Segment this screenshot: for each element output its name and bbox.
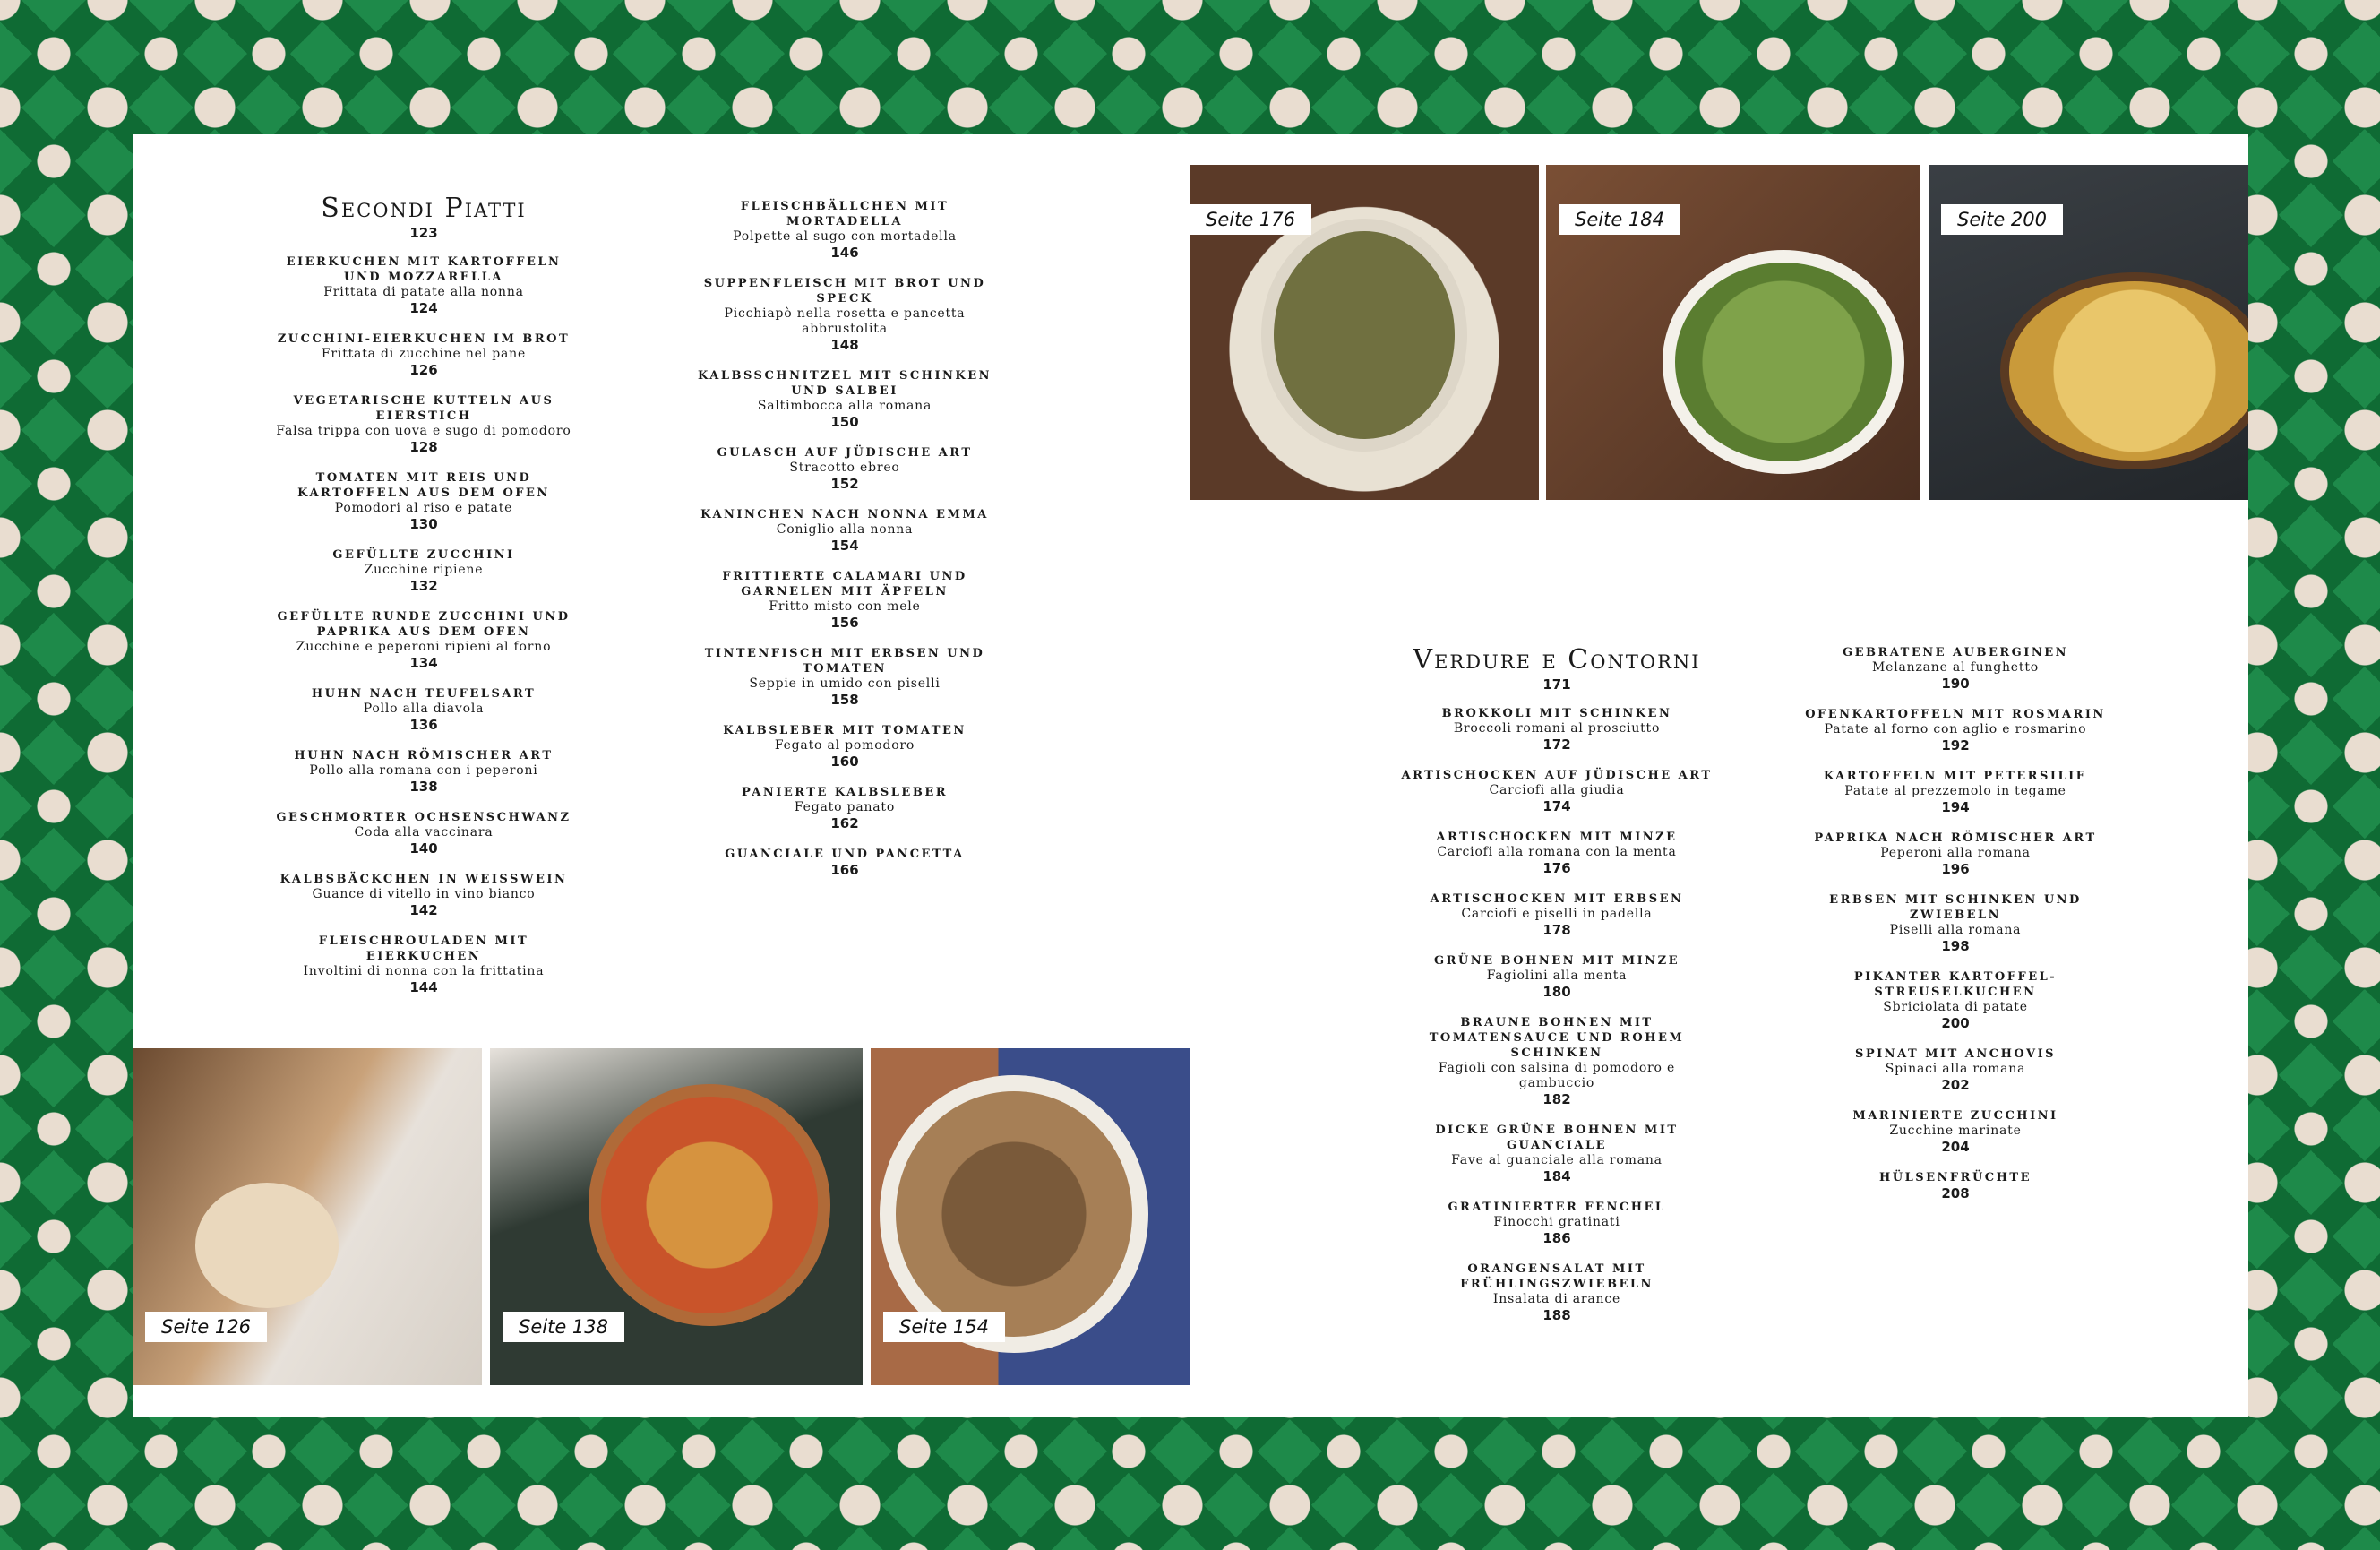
recipe-name-it: Fave al guanciale alla romana bbox=[1451, 1153, 1663, 1167]
recipe-name-de: PAPRIKA NACH RÖMISCHER ART bbox=[1814, 831, 2097, 845]
recipe-page-number: 160 bbox=[830, 753, 859, 770]
toc-entry bbox=[1400, 1123, 1714, 1185]
recipe-page-number: 176 bbox=[1542, 860, 1571, 876]
recipe-page-number: 166 bbox=[830, 862, 859, 878]
recipe-name-it: Guance di vitello in vino bianco bbox=[312, 887, 536, 901]
recipe-name-it: Fagiolini alla menta bbox=[1486, 969, 1628, 983]
recipe-name-de: GEFÜLLTE ZUCCHINI bbox=[332, 548, 515, 562]
recipe-name-de: KALBSLEBER MIT TOMATEN bbox=[723, 724, 967, 737]
recipe-name-it: Zucchine ripiene bbox=[364, 563, 484, 577]
recipe-name-it: Sbriciolata di patate bbox=[1883, 1000, 2028, 1014]
recipe-page-number: 158 bbox=[830, 692, 859, 708]
secondi-column-1 bbox=[267, 194, 580, 1011]
toc-entry bbox=[1799, 707, 2112, 754]
bread-roll bbox=[195, 1183, 339, 1308]
recipe-page-number: 142 bbox=[409, 902, 438, 918]
section-page-verdure: 171 bbox=[1542, 676, 1571, 693]
photo-label-138: Seite 138 bbox=[503, 1312, 624, 1342]
toc-entry bbox=[688, 368, 1001, 431]
recipe-name-de: DICKE GRÜNE BOHNEN MIT GUANCIALE bbox=[1435, 1124, 1679, 1152]
recipe-name-de: EIERKUCHEN MIT KARTOFFELN UND MOZZARELLA bbox=[286, 255, 562, 284]
recipe-page-number: 134 bbox=[409, 655, 438, 671]
secondi-column-2 bbox=[688, 199, 1001, 893]
verdure-column-1 bbox=[1400, 645, 1714, 1339]
photo-chicken-peppers bbox=[490, 1048, 863, 1385]
recipe-name-it: Fegato al pomodoro bbox=[774, 738, 915, 753]
recipe-name-de: TOMATEN MIT REIS UND KARTOFFELN AUS DEM OFEN bbox=[297, 471, 550, 500]
toc-entry bbox=[1799, 1108, 2112, 1156]
toc-entry bbox=[1799, 1046, 2112, 1094]
book-page-spread bbox=[133, 134, 2248, 1417]
toc-entry bbox=[1799, 892, 2112, 955]
recipe-name-it: Melanzane al funghetto bbox=[1872, 660, 2039, 675]
recipe-page-number: 126 bbox=[409, 362, 438, 378]
recipe-page-number: 148 bbox=[830, 337, 859, 353]
recipe-name-de: FLEISCHBÄLLCHEN MIT MORTADELLA bbox=[740, 200, 949, 228]
recipe-name-de: BRAUNE BOHNEN MIT TOMATENSAUCE UND ROHEM SCHINKEN bbox=[1429, 1016, 1685, 1060]
recipe-name-de: GRÜNE BOHNEN MIT MINZE bbox=[1433, 954, 1680, 968]
recipe-name-de: GEBRATENE AUBERGINEN bbox=[1842, 646, 2069, 659]
artichoke-bowl bbox=[1261, 219, 1467, 452]
toc-entry bbox=[1799, 1170, 2112, 1202]
recipe-name-it: Broccoli romani al prosciutto bbox=[1453, 721, 1661, 736]
recipe-page-number: 200 bbox=[1941, 1015, 1970, 1031]
recipe-page-number: 208 bbox=[1941, 1185, 1970, 1201]
photo-rabbit bbox=[871, 1048, 1190, 1385]
recipe-name-it: Patate al forno con aglio e rosmarino bbox=[1824, 722, 2087, 736]
recipe-name-de: BROKKOLI MIT SCHINKEN bbox=[1441, 707, 1672, 720]
recipe-name-de: TINTENFISCH MIT ERBSEN UND TOMATEN bbox=[704, 647, 985, 676]
toc-entry bbox=[1400, 1015, 1714, 1108]
recipe-page-number: 152 bbox=[830, 476, 859, 492]
recipe-page-number: 146 bbox=[830, 245, 859, 261]
toc-entry bbox=[1799, 645, 2112, 693]
recipe-page-number: 156 bbox=[830, 615, 859, 631]
recipe-name-de: KALBSSCHNITZEL MIT SCHINKEN UND SALBEI bbox=[697, 369, 992, 398]
recipe-name-it: Spinaci alla romana bbox=[1885, 1062, 2026, 1076]
recipe-name-it: Pollo alla romana con i peperoni bbox=[309, 763, 538, 778]
toc-entry bbox=[1799, 769, 2112, 816]
secondi-entry-list-2 bbox=[688, 199, 1001, 879]
toc-entry bbox=[267, 748, 580, 796]
recipe-name-it: Carciofi e piselli in padella bbox=[1461, 907, 1653, 921]
recipe-name-de: GULASCH AUF JÜDISCHE ART bbox=[717, 446, 973, 460]
recipe-name-de: ARTISCHOCKEN MIT MINZE bbox=[1436, 831, 1678, 844]
recipe-page-number: 132 bbox=[409, 578, 438, 594]
toc-entry bbox=[688, 847, 1001, 879]
recipe-name-de: MARINIERTE ZUCCHINI bbox=[1852, 1109, 2058, 1123]
recipe-name-it: Insalata di arance bbox=[1492, 1292, 1621, 1306]
recipe-name-de: ARTISCHOCKEN AUF JÜDISCHE ART bbox=[1401, 769, 1713, 782]
recipe-name-it: Coda alla vaccinara bbox=[354, 825, 494, 840]
recipe-name-de: PIKANTER KARTOFFEL-STREUSELKUCHEN bbox=[1853, 970, 2058, 999]
toc-entry bbox=[267, 254, 580, 317]
toc-entry bbox=[1400, 768, 1714, 815]
toc-entry bbox=[267, 470, 580, 533]
recipe-name-it: Polpette al sugo con mortadella bbox=[733, 229, 957, 244]
recipe-name-it: Pomodori al riso e patate bbox=[334, 501, 513, 515]
recipe-name-de: HUHN NACH TEUFELSART bbox=[311, 687, 537, 701]
verdure-column-2 bbox=[1799, 645, 2112, 1217]
recipe-name-it: Peperoni alla romana bbox=[1880, 846, 2031, 860]
recipe-name-de: KALBSBÄCKCHEN IN WEISSWEIN bbox=[279, 873, 568, 886]
toc-entry bbox=[688, 569, 1001, 632]
recipe-name-de: FRITTIERTE CALAMARI UND GARNELEN MIT ÄPFELN bbox=[722, 570, 967, 598]
recipe-page-number: 150 bbox=[830, 414, 859, 430]
recipe-name-de: GESCHMORTER OCHSENSCHWANZ bbox=[276, 811, 571, 824]
recipe-name-de: VEGETARISCHE KUTTELN AUS EIERSTICH bbox=[293, 394, 554, 423]
recipe-name-de: ORANGENSALAT MIT FRÜHLINGSZWIEBELN bbox=[1460, 1262, 1654, 1291]
recipe-page-number: 188 bbox=[1542, 1307, 1571, 1323]
recipe-page-number: 196 bbox=[1941, 861, 1970, 877]
recipe-name-de: HÜLSENFRÜCHTE bbox=[1878, 1171, 2032, 1184]
recipe-name-it: Carciofi alla giudia bbox=[1489, 783, 1625, 797]
recipe-page-number: 180 bbox=[1542, 984, 1571, 1000]
recipe-name-de: KANINCHEN NACH NONNA EMMA bbox=[700, 508, 989, 521]
recipe-name-de: GEFÜLLTE RUNDE ZUCCHINI UND PAPRIKA AUS DEM OFEN bbox=[277, 610, 571, 639]
recipe-page-number: 130 bbox=[409, 516, 438, 532]
recipe-name-it: Zucchine marinate bbox=[1889, 1124, 2022, 1138]
recipe-page-number: 174 bbox=[1542, 798, 1571, 814]
recipe-name-de: FLEISCHROULADEN MIT EIERKUCHEN bbox=[318, 934, 529, 963]
toc-entry bbox=[688, 507, 1001, 555]
photo-label-154: Seite 154 bbox=[883, 1312, 1005, 1342]
recipe-page-number: 184 bbox=[1542, 1168, 1571, 1184]
toc-entry bbox=[267, 332, 580, 379]
bean-plate bbox=[1663, 250, 1904, 474]
recipe-page-number: 136 bbox=[409, 717, 438, 733]
recipe-name-de: ERBSEN MIT SCHINKEN UND ZWIEBELN bbox=[1829, 893, 2082, 922]
recipe-name-it: Carciofi alla romana con la menta bbox=[1437, 845, 1677, 859]
photo-label-200: Seite 200 bbox=[1941, 204, 2063, 235]
recipe-name-it: Finocchi gratinati bbox=[1493, 1215, 1620, 1229]
recipe-name-it: Involtini di nonna con la frittatina bbox=[303, 964, 545, 978]
recipe-page-number: 172 bbox=[1542, 736, 1571, 753]
recipe-name-de: HUHN NACH RÖMISCHER ART bbox=[294, 749, 554, 762]
toc-entry bbox=[1400, 1262, 1714, 1324]
recipe-name-it: Fagioli con salsina di pomodoro e gambuccio bbox=[1438, 1061, 1676, 1090]
toc-entry bbox=[267, 393, 580, 456]
recipe-name-it: Patate al prezzemolo in tegame bbox=[1844, 784, 2066, 798]
recipe-name-it: Seppie in umido con piselli bbox=[749, 676, 941, 691]
recipe-page-number: 124 bbox=[409, 300, 438, 316]
section-title-secondi: Secondi Piatti bbox=[321, 193, 527, 224]
recipe-name-de: ARTISCHOCKEN MIT ERBSEN bbox=[1430, 892, 1684, 906]
recipe-name-it: Zucchine e peperoni ripieni al forno bbox=[296, 640, 552, 654]
recipe-name-it: Piselli alla romana bbox=[1889, 923, 2022, 937]
toc-entry bbox=[688, 723, 1001, 771]
recipe-page-number: 154 bbox=[830, 538, 859, 554]
toc-entry bbox=[267, 934, 580, 996]
recipe-page-number: 162 bbox=[830, 815, 859, 831]
photo-label-176: Seite 176 bbox=[1190, 204, 1311, 235]
recipe-page-number: 202 bbox=[1941, 1077, 1970, 1093]
photo-fava-beans bbox=[1546, 165, 1920, 500]
toc-entry bbox=[1400, 891, 1714, 939]
recipe-name-it: Fritto misto con mele bbox=[769, 599, 921, 614]
recipe-page-number: 192 bbox=[1941, 737, 1970, 753]
recipe-name-it: Falsa trippa con uova e sugo di pomodoro bbox=[276, 424, 571, 438]
recipe-name-de: SUPPENFLEISCH MIT BROT UND SPECK bbox=[703, 277, 986, 306]
section-title-verdure: Verdure e Contorni bbox=[1413, 644, 1701, 676]
toc-entry bbox=[1400, 706, 1714, 753]
recipe-page-number: 138 bbox=[409, 779, 438, 795]
photo-artichoke bbox=[1190, 165, 1539, 500]
chicken-pan bbox=[589, 1084, 830, 1326]
recipe-page-number: 178 bbox=[1542, 922, 1571, 938]
section-page-secondi: 123 bbox=[409, 225, 438, 241]
recipe-name-it: Picchiapò nella rosetta e pancetta abbrustolita bbox=[724, 306, 966, 336]
recipe-name-de: KARTOFFELN MIT PETERSILIE bbox=[1823, 770, 2088, 783]
recipe-name-de: PANIERTE KALBSLEBER bbox=[741, 786, 949, 799]
photo-label-184: Seite 184 bbox=[1559, 204, 1680, 235]
recipe-name-de: GUANCIALE UND PANCETTA bbox=[725, 848, 965, 861]
recipe-name-it: Fegato panato bbox=[794, 800, 896, 814]
toc-entry bbox=[688, 276, 1001, 354]
recipe-name-de: SPINAT MIT ANCHOVIS bbox=[1854, 1047, 2057, 1061]
recipe-page-number: 128 bbox=[409, 439, 438, 455]
recipe-name-de: GRATINIERTER FENCHEL bbox=[1448, 1201, 1666, 1214]
recipe-page-number: 144 bbox=[409, 979, 438, 995]
toc-entry bbox=[688, 199, 1001, 262]
recipe-page-number: 190 bbox=[1941, 676, 1970, 692]
toc-entry bbox=[688, 646, 1001, 709]
toc-entry bbox=[267, 686, 580, 734]
recipe-name-it: Stracotto ebreo bbox=[789, 461, 900, 475]
recipe-page-number: 194 bbox=[1941, 799, 1970, 815]
secondi-entry-list-1 bbox=[267, 254, 580, 996]
recipe-page-number: 204 bbox=[1941, 1139, 1970, 1155]
photo-label-126: Seite 126 bbox=[145, 1312, 267, 1342]
toc-entry bbox=[1799, 831, 2112, 878]
recipe-name-it: Frittata di zucchine nel pane bbox=[321, 347, 527, 361]
recipe-name-it: Pollo alla diavola bbox=[363, 702, 485, 716]
photo-zucchini-frittata bbox=[133, 1048, 482, 1385]
recipe-name-it: Frittata di patate alla nonna bbox=[323, 285, 524, 299]
recipe-page-number: 140 bbox=[409, 840, 438, 857]
toc-entry bbox=[267, 609, 580, 672]
photo-potato-cake bbox=[1929, 165, 2248, 500]
toc-entry bbox=[688, 445, 1001, 493]
toc-entry bbox=[267, 547, 580, 595]
toc-entry bbox=[1400, 830, 1714, 877]
recipe-name-it: Coniglio alla nonna bbox=[776, 522, 914, 537]
toc-entry bbox=[267, 872, 580, 919]
recipe-page-number: 198 bbox=[1941, 938, 1970, 954]
toc-entry bbox=[688, 785, 1001, 832]
verdure-entry-list-1 bbox=[1400, 706, 1714, 1324]
recipe-page-number: 186 bbox=[1542, 1230, 1571, 1246]
toc-entry bbox=[267, 810, 580, 857]
recipe-page-number: 182 bbox=[1542, 1091, 1571, 1107]
toc-entry bbox=[1799, 969, 2112, 1032]
toc-entry bbox=[1400, 1200, 1714, 1247]
recipe-name-de: OFENKARTOFFELN MIT ROSMARIN bbox=[1805, 708, 2106, 721]
toc-entry bbox=[1400, 953, 1714, 1001]
recipe-name-it: Saltimbocca alla romana bbox=[757, 399, 932, 413]
verdure-entry-list-2 bbox=[1799, 645, 2112, 1202]
potato-tart bbox=[2000, 272, 2248, 469]
recipe-name-de: ZUCCHINI-EIERKUCHEN IM BROT bbox=[277, 332, 571, 346]
